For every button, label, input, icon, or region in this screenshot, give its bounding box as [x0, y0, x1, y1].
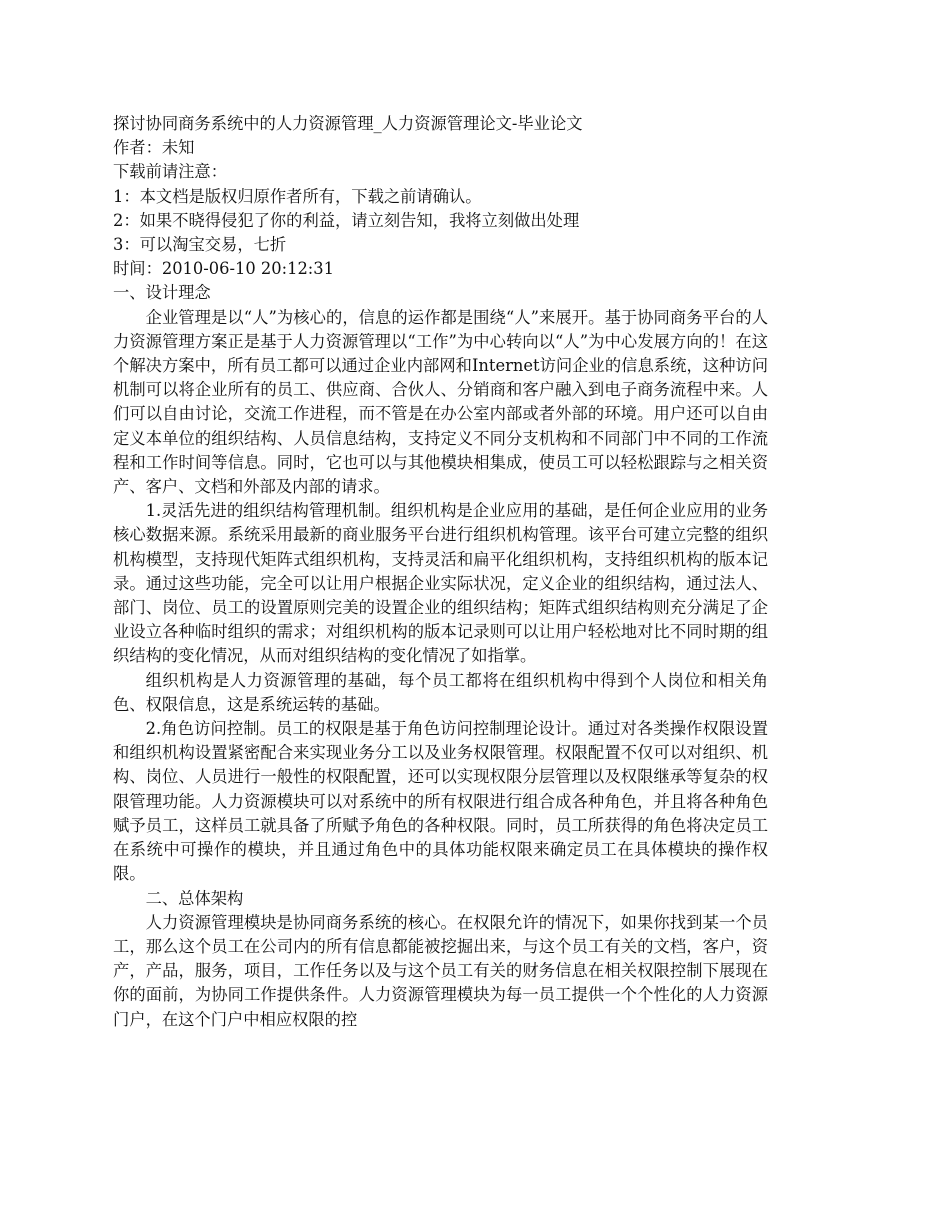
notice-item: 2：如果不晓得侵犯了你的利益，请立刻告知，我将立刻做出处理	[113, 210, 580, 230]
section-heading: 二、总体架构	[145, 888, 244, 908]
body-paragraph: 2.角色访问控制。员工的权限是基于角色访问控制理论设计。通过对各类操作权限设置和组织机构设置紧密配合来实现业务分工以及业务权限管理。权限配置不仅可以对组织、机构、岗位、人员进行一般性的权限配置，还可以实现权限分层管理以及权限继承等复杂的权限管理功能。人力资源模块可以对系统中的所有权限进行组合成各种角色，并且将各种角色赋予员工，这样员工就具备了所赋予角色的各种权限。同时，员工所获得的角色将决定员工在系统中可操作的模块，并且通过角色中的具体功能权限来确定员工在具体模块的操作权限。	[113, 719, 768, 884]
notice-item: 3：可以淘宝交易，七折	[113, 235, 287, 255]
body-paragraph: 企业管理是以“人”为核心的，信息的运作都是围绕“人”来展开。基于协同商务平台的人力资源管理方案正是基于人力资源管理以“工作”为中心转向以“人”为中心发展方向的！在这个解决方案中，所有员工都可以通过企业内部网和Internet访问企业的信息系统，这种访问机制可以将企业所有的员工、供应商、合伙人、分销商和客户融入到电子商务流程中来。人们可以自由讨论，交流工作进程，而不管是在办公室内部或者外部的环境。用户还可以自由定义本单位的组织结构、人员信息结构，支持定义不同分支机构和不同部门中不同的工作流程和工作时间等信息。同时，它也可以与其他模块相集成，使员工可以轻松跟踪与之相关资产、客户、文档和外部及内部的请求。	[113, 307, 768, 497]
timestamp-line: 时间：2010-06-10 20:12:31	[113, 259, 335, 279]
body-paragraph: 1.灵活先进的组织结构管理机制。组织机构是企业应用的基础，是任何企业应用的业务核心数据来源。系统采用最新的商业服务平台进行组织机构管理。该平台可建立完整的组织机构模型，支持现代矩阵式组织机构，支持灵活和扁平化组织机构，支持组织机构的版本记录。通过这些功能，完全可以让用户根据企业实际状况，定义企业的组织结构，通过法人、部门、岗位、员工的设置原则完美的设置企业的组织结构；矩阵式组织结构则充分满足了企业设立各种临时组织的需求；对组织机构的版本记录则可以让用户轻松地对比不同时期的组织结构的变化情况，从而对组织结构的变化情况了如指掌。	[113, 501, 768, 666]
notice-heading: 下载前请注意：	[113, 162, 227, 182]
author-line: 作者：未知	[113, 138, 195, 158]
body-paragraph: 组织机构是人力资源管理的基础，每个员工都将在组织机构中得到个人岗位和相关角色、权限信息，这是系统运转的基础。	[113, 670, 768, 714]
document-page	[113, 112, 768, 1032]
body-paragraph: 人力资源管理模块是协同商务系统的核心。在权限允许的情况下，如果你找到某一个员工，那么这个员工在公司内的所有信息都能被挖掘出来，与这个员工有关的文档，客户，资产，产品，服务，项目，工作任务以及与这个员工有关的财务信息在相关权限控制下展现在你的面前，为协同工作提供条件。人力资源管理模块为每一员工提供一个个性化的人力资源门户，在这个门户中相应权限的控	[113, 912, 768, 1029]
section-heading: 一、设计理念	[113, 283, 211, 303]
document-title: 探讨协同商务系统中的人力资源管理_人力资源管理论文-毕业论文	[113, 114, 583, 133]
notice-item: 1：本文档是版权归原作者所有，下载之前请确认。	[113, 186, 482, 206]
